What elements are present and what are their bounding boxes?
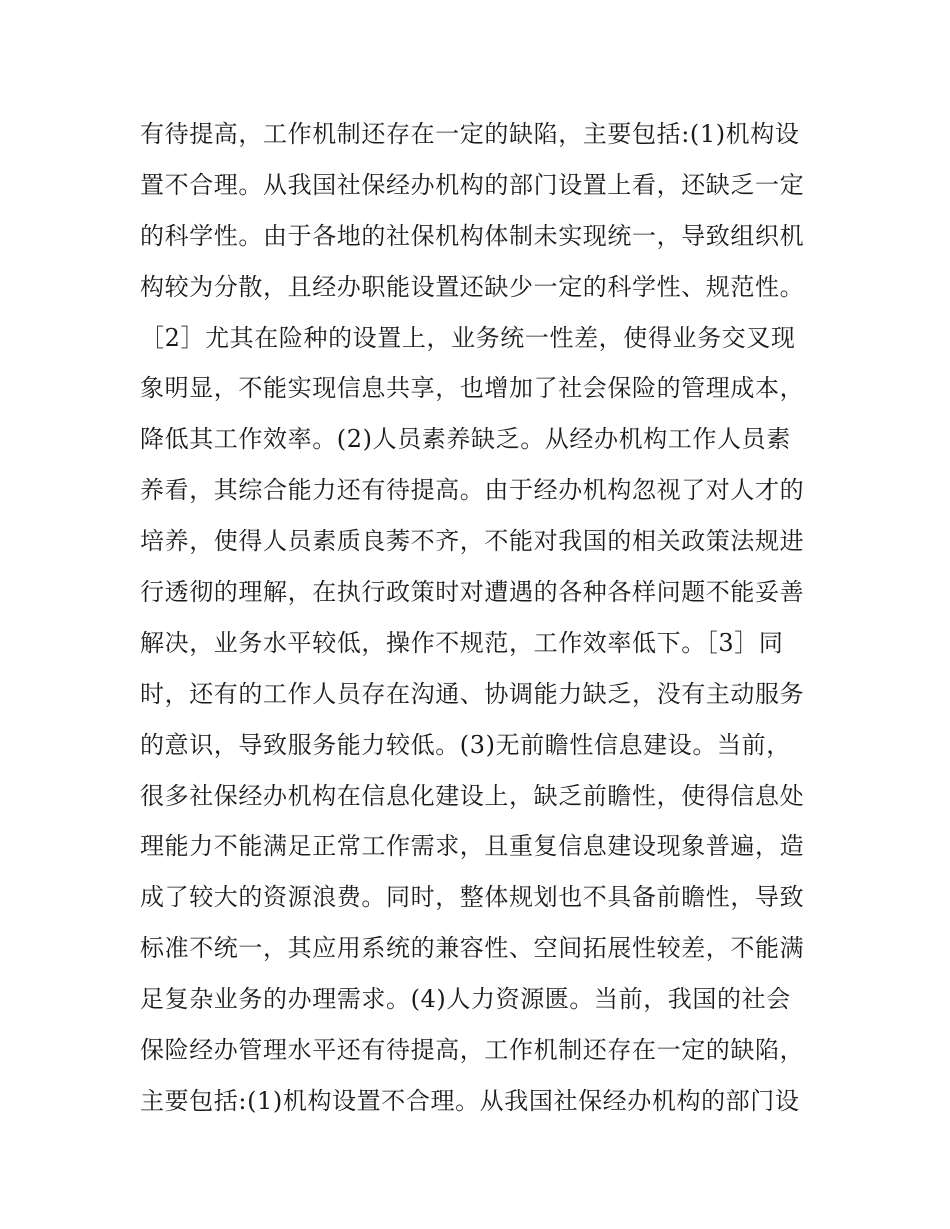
text-line-8: 养看，其综合能力还有待提高。由于经办机构忽视了对人才的 xyxy=(140,476,805,505)
text-line-17: 标准不统一，其应用系统的兼容性、空间拓展性较差，不能满 xyxy=(140,934,805,963)
text-line-4: 构较为分散，且经办职能设置还缺少一定的科学性、规范性。 xyxy=(140,272,805,301)
text-line-16: 成了较大的资源浪费。同时，整体规划也不具备前瞻性，导致 xyxy=(140,883,805,912)
text-line-12: 时，还有的工作人员存在沟通、协调能力缺乏，没有主动服务 xyxy=(140,679,805,708)
body-paragraph xyxy=(140,109,830,1127)
text-line-10: 行透彻的理解，在执行政策时对遭遇的各种各样问题不能妥善 xyxy=(140,578,805,607)
text-line-3: 的科学性。由于各地的社保机构体制未实现统一，导致组织机 xyxy=(140,221,805,250)
text-line-19: 保险经办管理水平还有待提高，工作机制还存在一定的缺陷， xyxy=(140,1036,805,1065)
text-line-6: 象明显，不能实现信息共享，也增加了社会保险的管理成本， xyxy=(140,374,805,403)
text-line-15: 理能力不能满足正常工作需求，且重复信息建设现象普遍，造 xyxy=(140,832,805,861)
text-line-9: 培养，使得人员素质良莠不齐，不能对我国的相关政策法规进 xyxy=(140,527,805,556)
text-line-20: 主要包括:(1)机构设置不合理。从我国社保经办机构的部门设 xyxy=(140,1086,800,1115)
text-line-13: 的意识，导致服务能力较低。(3)无前瞻性信息建设。当前， xyxy=(140,730,791,759)
text-line-5: ［2］尤其在险种的设置上，业务统一性差，使得业务交叉现 xyxy=(140,323,796,352)
text-line-18: 足复杂业务的办理需求。(4)人力资源匮。当前，我国的社会 xyxy=(140,985,791,1014)
text-line-2: 置不合理。从我国社保经办机构的部门设置上看，还缺乏一定 xyxy=(140,170,805,199)
text-line-7: 降低其工作效率。(2)人员素养缺乏。从经办机构工作人员素 xyxy=(140,425,791,454)
text-line-11: 解决，业务水平较低，操作不规范，工作效率低下。［3］同 xyxy=(140,628,784,657)
text-line-1: 有待提高，工作机制还存在一定的缺陷，主要包括:(1)机构设 xyxy=(140,120,800,148)
text-line-14: 很多社保经办机构在信息化建设上，缺乏前瞻性，使得信息处 xyxy=(140,781,805,810)
